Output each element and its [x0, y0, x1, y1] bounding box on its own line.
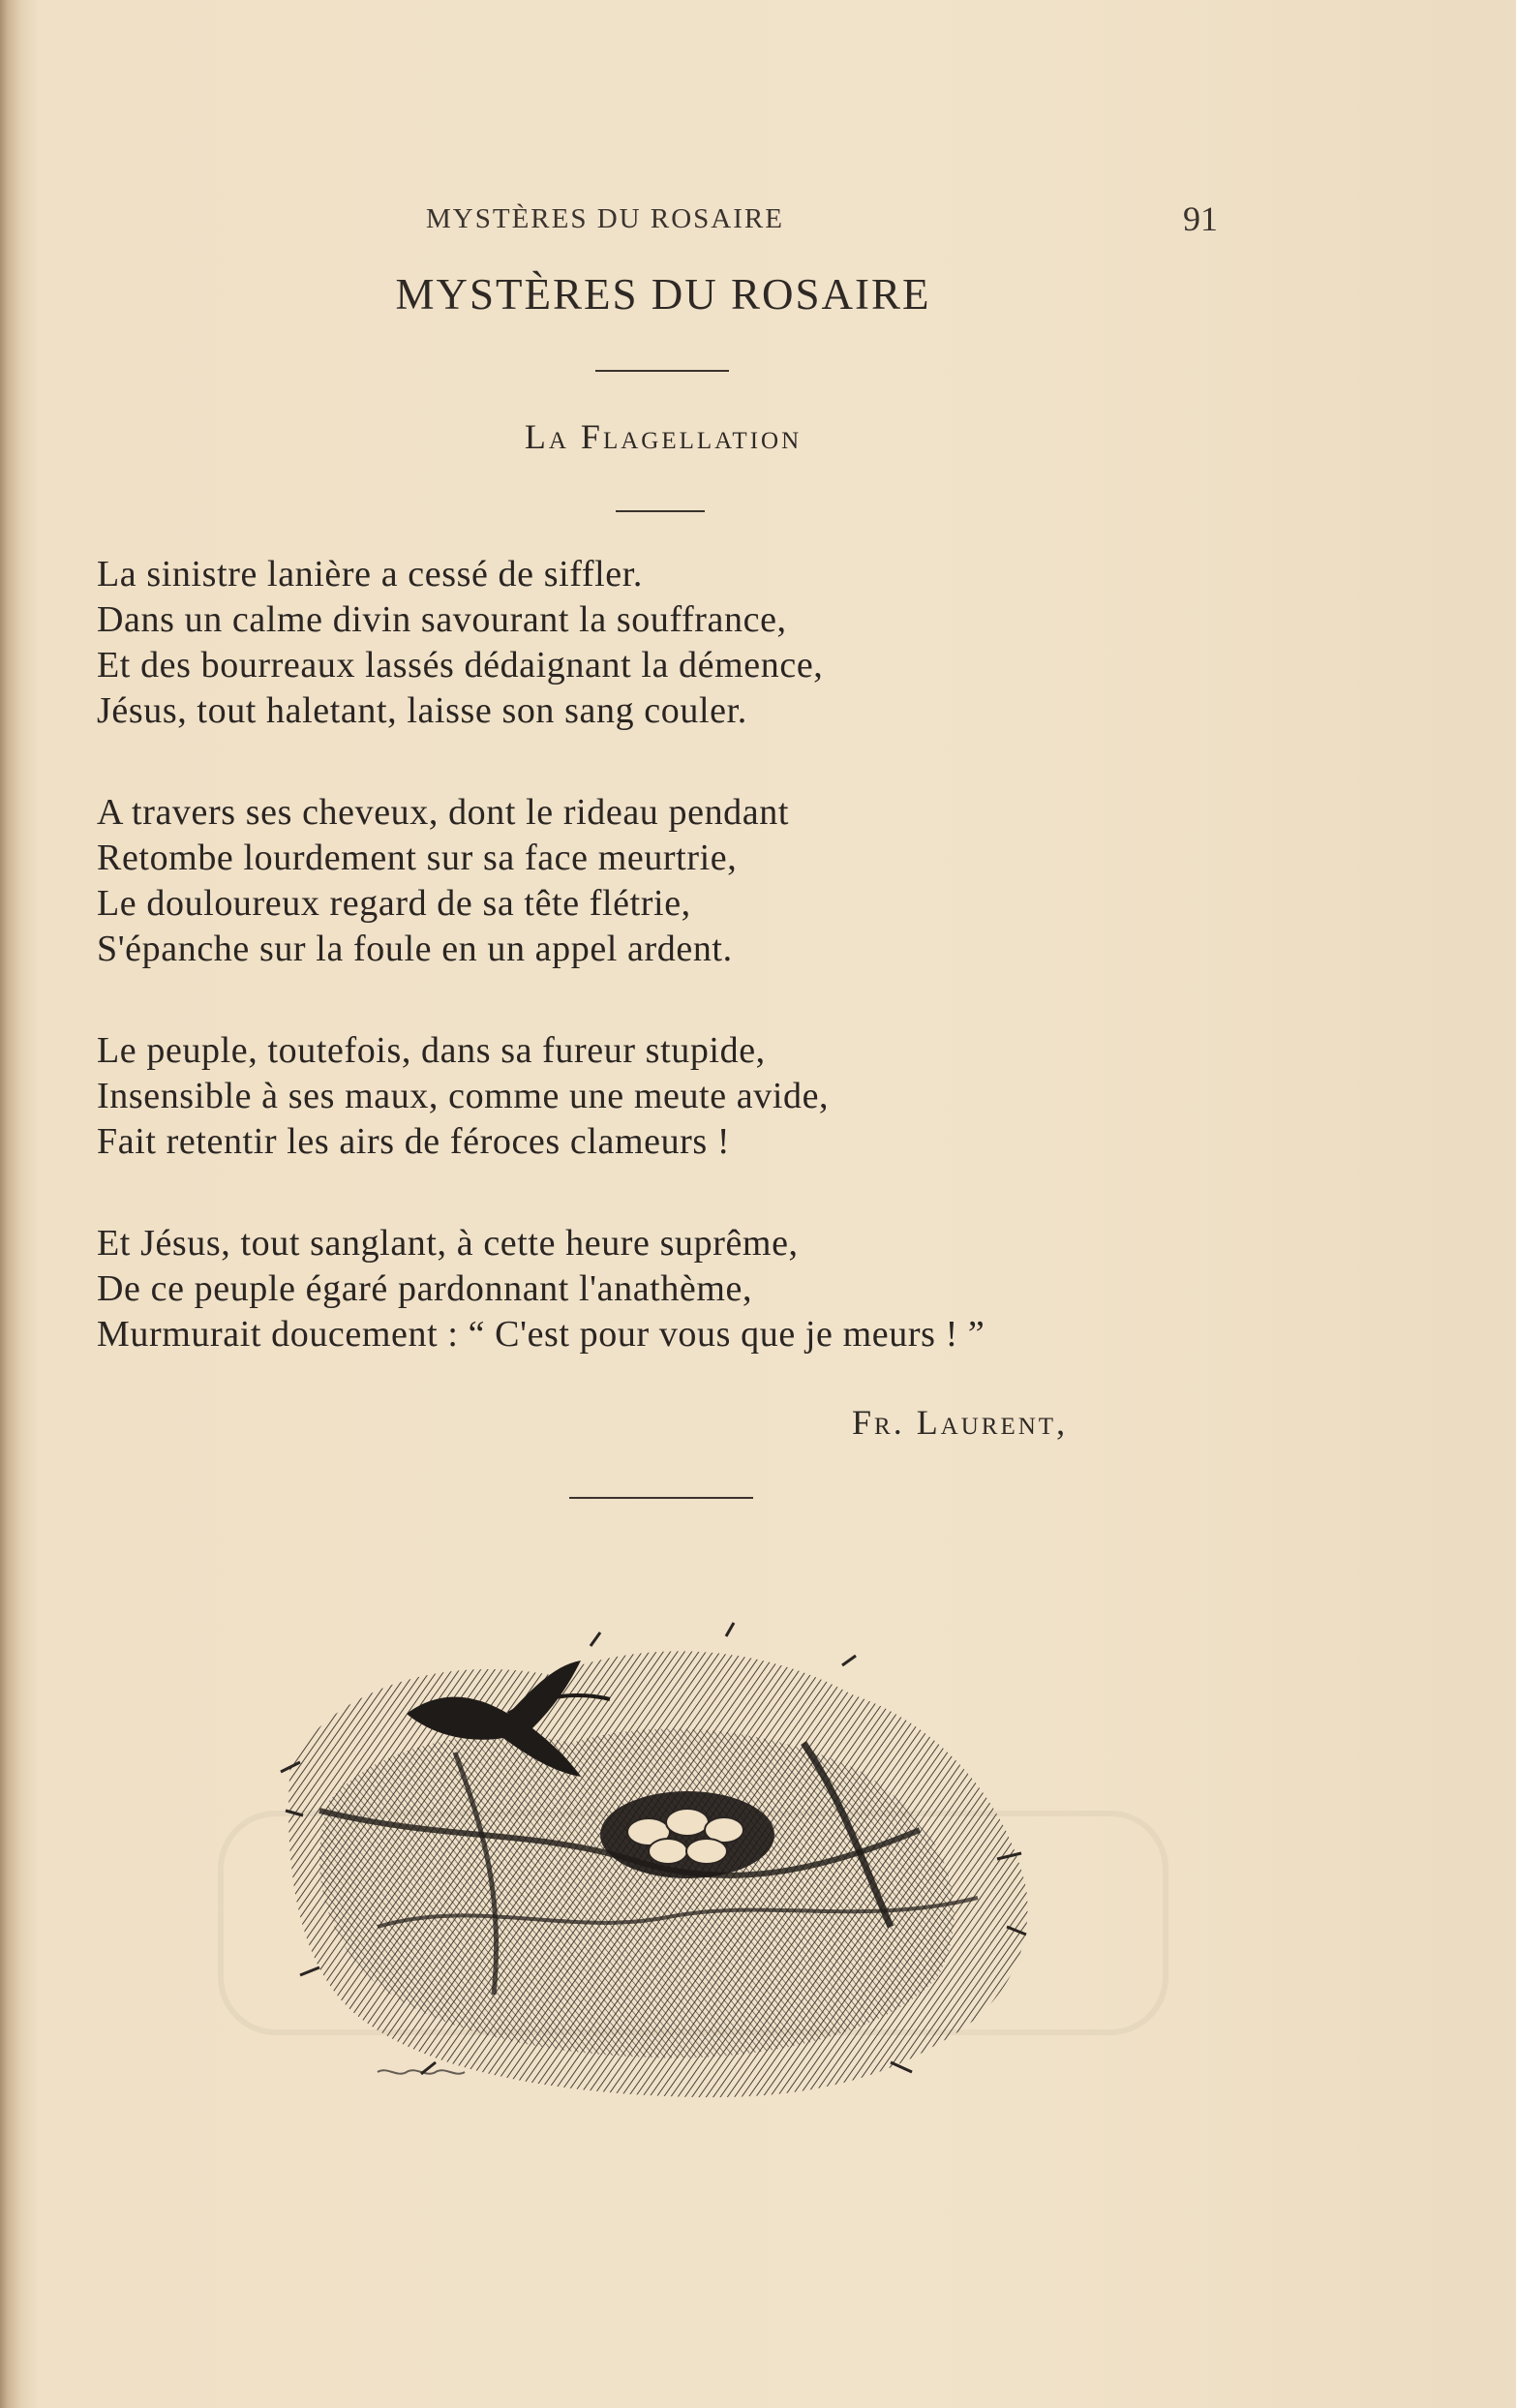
- page-title: MYSTÈRES DU ROSAIRE: [395, 270, 931, 319]
- poem-line: Jésus, tout haletant, laisse son sang couler.: [97, 690, 747, 731]
- subtitle-rule: [616, 510, 705, 512]
- poem-line: Et Jésus, tout sanglant, à cette heure suprême,: [97, 1223, 799, 1264]
- author-signature: Fr. Laurent,: [852, 1403, 1069, 1442]
- poem-body: [97, 552, 1258, 1414]
- poem-line: Insensible à ses maux, comme une meute avide,: [97, 1076, 830, 1116]
- poem-line: La sinistre lanière a cessé de siffler.: [97, 554, 643, 594]
- poem-subtitle: La Flagellation: [524, 417, 803, 456]
- stanza: [97, 790, 1258, 972]
- stanza: [97, 552, 1258, 734]
- running-head: MYSTÈRES DU ROSAIRE: [426, 203, 784, 234]
- stanza: [97, 1221, 1258, 1357]
- poem-line: Le peuple, toutefois, dans sa fureur stupide,: [97, 1030, 766, 1071]
- poem-line: Murmurait doucement : “ C'est pour vous que je meurs ! ”: [97, 1314, 985, 1355]
- bird-nest-engraving-icon: [261, 1607, 1055, 2120]
- poem-line: Dans un calme divin savourant la souffrance,: [97, 599, 787, 640]
- poem-line: De ce peuple égaré pardonnant l'anathème,: [97, 1268, 753, 1309]
- poem-line: Retombe lourdement sur sa face meurtrie,: [97, 838, 738, 878]
- title-rule: [595, 370, 729, 372]
- poem-line: A travers ses cheveux, dont le rideau pendant: [97, 792, 789, 833]
- poem-line: S'épanche sur la foule en un appel ardent.: [97, 929, 733, 969]
- poem-line: Le douloureux regard de sa tête flétrie,: [97, 883, 691, 924]
- poem-line: Fait retentir les airs de féroces clameurs !: [97, 1121, 731, 1162]
- poem-line: Et des bourreaux lassés dédaignant la démence,: [97, 645, 824, 686]
- closing-rule: [569, 1497, 753, 1499]
- stanza: [97, 1028, 1258, 1165]
- page-number: 91: [1183, 199, 1218, 238]
